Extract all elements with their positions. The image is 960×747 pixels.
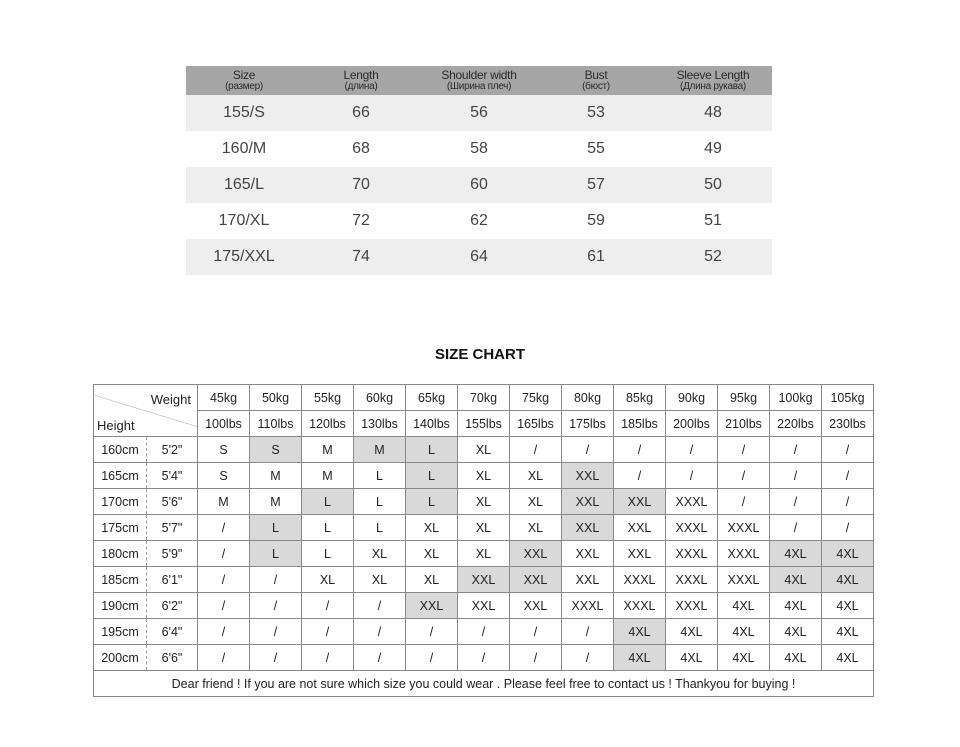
size-cell: 4XL [770,593,822,619]
size-cell: / [354,619,406,645]
size-cell: M [250,463,302,489]
height-ft-cell: 5'6" [147,489,198,515]
size-cell: / [250,645,302,671]
size-cell: XXL [510,567,562,593]
size-cell: / [198,619,250,645]
size-cell: XXL [614,541,666,567]
size-cell: XXL [510,593,562,619]
weight-kg-row [94,385,874,411]
size-table-cell: 57 [587,176,605,193]
size-table-cell: 165/L [223,176,265,193]
size-cell: XL [458,463,510,489]
size-cell: / [562,437,614,463]
weight-lbs-cell: 175lbs [562,411,614,437]
size-cell: 4XL [822,567,874,593]
height-axis-label: Height [97,418,135,433]
size-cell: 4XL [770,645,822,671]
size-table-row [186,167,772,203]
size-cell: XXXL [562,593,614,619]
size-cell: XXL [562,541,614,567]
size-cell: / [510,619,562,645]
height-cm-cell: 195cm [94,619,147,645]
size-table-cell: 155/S [223,104,265,121]
size-table-header-cell [420,66,538,95]
size-cell: / [198,515,250,541]
size-table-row [186,239,772,275]
size-cell: / [510,645,562,671]
size-cell: XL [458,437,510,463]
size-table-cell: 50 [704,176,722,193]
size-cell: XXXL [614,593,666,619]
size-cell: 4XL [718,619,770,645]
size-table-cell: 68 [352,140,370,157]
size-cell: / [666,463,718,489]
size-cell: XXL [562,515,614,541]
height-ft-cell: 6'4" [147,619,198,645]
size-cell: XXXL [666,489,718,515]
weight-kg-cell: 95kg [718,385,770,411]
size-cell: XXXL [666,593,718,619]
header-label-en: Bust [584,68,608,82]
size-cell: / [354,593,406,619]
size-cell: XXXL [666,515,718,541]
size-cell: 4XL [770,619,822,645]
size-cell: 4XL [770,541,822,567]
size-cell: 4XL [822,645,874,671]
size-cell: XXL [562,489,614,515]
size-cell: L [354,489,406,515]
weight-kg-cell: 70kg [458,385,510,411]
weight-kg-cell: 55kg [302,385,354,411]
height-cm-cell: 180cm [94,541,147,567]
size-cell: L [406,463,458,489]
size-chart-row [94,489,874,515]
weight-lbs-cell: 230lbs [822,411,874,437]
size-chart-row [94,463,874,489]
size-cell: M [250,489,302,515]
size-cell: L [302,489,354,515]
size-cell: / [822,489,874,515]
weight-kg-cell: 60kg [354,385,406,411]
size-cell: XL [406,567,458,593]
size-cell: / [250,567,302,593]
size-cell: / [302,619,354,645]
size-chart-row [94,567,874,593]
size-cell: L [250,515,302,541]
size-cell: XXL [562,567,614,593]
size-cell: 4XL [822,593,874,619]
size-cell: / [822,515,874,541]
height-ft-cell: 6'6" [147,645,198,671]
size-cell: / [718,437,770,463]
size-cell: XXL [614,489,666,515]
size-cell: / [770,489,822,515]
size-table-cell: 60 [470,176,488,193]
size-cell: XL [510,463,562,489]
header-label-en: Length [343,68,379,82]
size-cell: XL [406,515,458,541]
size-cell: / [718,489,770,515]
size-cell: 4XL [718,645,770,671]
size-cell: / [614,463,666,489]
corner-header [94,385,198,437]
size-chart-title: SIZE CHART [435,346,525,363]
height-ft-cell: 5'9" [147,541,198,567]
size-cell: XL [302,567,354,593]
size-cell: XL [510,515,562,541]
size-table-cell: 59 [587,212,605,229]
size-cell: / [510,437,562,463]
size-cell: 4XL [614,645,666,671]
size-cell: / [458,619,510,645]
size-cell: XL [354,541,406,567]
size-table-header-cell [654,66,772,95]
size-cell: / [406,645,458,671]
size-table-row [186,203,772,239]
footer-row [94,671,874,697]
size-cell: L [354,515,406,541]
header-label-en: Size [232,68,256,82]
size-cell: XL [354,567,406,593]
size-cell: XL [510,489,562,515]
size-table-cell: 160/M [221,140,267,157]
size-table-cell: 62 [470,212,488,229]
weight-lbs-cell: 120lbs [302,411,354,437]
size-cell: L [354,463,406,489]
weight-kg-cell: 50kg [250,385,302,411]
size-cell: 4XL [666,645,718,671]
size-cell: M [198,489,250,515]
size-cell: XXL [562,463,614,489]
size-table-cell: 64 [470,248,488,265]
height-cm-cell: 190cm [94,593,147,619]
size-table-row [186,131,772,167]
height-ft-cell: 5'4" [147,463,198,489]
size-cell: / [406,619,458,645]
size-cell: / [770,515,822,541]
height-ft-cell: 6'2" [147,593,198,619]
size-cell: / [458,645,510,671]
size-cell: / [562,619,614,645]
weight-kg-cell: 65kg [406,385,458,411]
size-cell: XXXL [718,515,770,541]
size-cell: XXL [614,515,666,541]
size-cell: XXXL [718,567,770,593]
size-chart-row [94,619,874,645]
weight-kg-cell: 45kg [198,385,250,411]
height-cm-cell: 170cm [94,489,147,515]
size-cell: XL [406,541,458,567]
weight-lbs-cell: 100lbs [198,411,250,437]
size-table-cell: 66 [352,104,370,121]
size-cell: XXL [458,593,510,619]
height-cm-cell: 165cm [94,463,147,489]
header-label-ru: (бюст) [582,81,610,92]
size-cell: / [822,437,874,463]
footer-message: Dear friend ! If you are not sure which size you could wear . Please feel free to contact us ! Thankyou for buying ! [94,671,874,697]
size-cell: 4XL [614,619,666,645]
height-cm-cell: 200cm [94,645,147,671]
header-label-ru: (размер) [225,81,263,92]
weight-axis-label: Weight [150,392,191,407]
size-cell: / [770,437,822,463]
weight-lbs-cell: 130lbs [354,411,406,437]
size-cell: / [198,567,250,593]
size-cell: / [822,463,874,489]
header-label-en: Shoulder width [441,68,517,82]
size-cell: / [666,437,718,463]
size-table-cell: 61 [587,248,605,265]
header-label-en: Sleeve Length [676,68,750,82]
weight-lbs-cell: 200lbs [666,411,718,437]
size-table-cell: 72 [352,212,370,229]
size-cell: M [354,437,406,463]
size-cell: / [250,593,302,619]
header-label-ru: (Ширина плеч) [446,81,512,92]
weight-kg-cell: 100kg [770,385,822,411]
size-cell: L [250,541,302,567]
size-table-cell: 48 [704,104,722,121]
size-cell: S [198,437,250,463]
size-cell: / [562,645,614,671]
size-cell: XXL [510,541,562,567]
weight-lbs-row [94,411,874,437]
size-cell: L [302,541,354,567]
size-cell: / [302,593,354,619]
size-cell: / [614,437,666,463]
size-cell: XL [458,541,510,567]
height-ft-cell: 5'7" [147,515,198,541]
size-cell: / [250,619,302,645]
size-cell: M [302,437,354,463]
size-cell: / [354,645,406,671]
size-chart-grid [93,384,874,697]
size-chart-row [94,593,874,619]
size-table-cell: 74 [352,248,370,265]
size-chart-row [94,437,874,463]
size-cell: XXL [458,567,510,593]
height-ft-cell: 6'1" [147,567,198,593]
size-table-row [186,95,772,131]
weight-kg-cell: 105kg [822,385,874,411]
weight-lbs-cell: 185lbs [614,411,666,437]
size-chart-row [94,515,874,541]
size-cell: XXL [406,593,458,619]
weight-lbs-cell: 155lbs [458,411,510,437]
weight-kg-cell: 85kg [614,385,666,411]
size-cell: 4XL [770,567,822,593]
weight-lbs-cell: 165lbs [510,411,562,437]
size-table-header-cell [538,66,654,95]
weight-lbs-cell: 220lbs [770,411,822,437]
size-table-cell: 53 [587,104,605,121]
size-cell: XL [458,489,510,515]
header-label-ru: (длина) [344,81,378,92]
size-table-header-cell [186,66,302,95]
height-cm-cell: 160cm [94,437,147,463]
size-cell: L [406,489,458,515]
size-chart-row [94,645,874,671]
size-table-header-row [186,66,772,95]
size-cell: / [198,541,250,567]
weight-lbs-cell: 110lbs [250,411,302,437]
size-cell: / [302,645,354,671]
size-cell: L [406,437,458,463]
size-cell: 4XL [718,593,770,619]
size-cell: / [770,463,822,489]
size-cell: XXXL [614,567,666,593]
size-table-cell: 170/XL [218,212,270,229]
weight-kg-cell: 80kg [562,385,614,411]
size-cell: XXXL [666,541,718,567]
size-cell: 4XL [822,619,874,645]
size-cell: 4XL [666,619,718,645]
size-cell: / [198,645,250,671]
size-measurement-table [186,66,772,275]
size-cell: S [250,437,302,463]
weight-lbs-cell: 140lbs [406,411,458,437]
weight-kg-cell: 90kg [666,385,718,411]
size-chart-row [94,541,874,567]
size-table-cell: 52 [704,248,722,265]
size-table-cell: 175/XXL [213,248,275,265]
size-table-cell: 55 [587,140,605,157]
size-cell: 4XL [822,541,874,567]
size-cell: XXXL [718,541,770,567]
size-cell: XL [458,515,510,541]
size-cell: XXXL [666,567,718,593]
size-cell: L [302,515,354,541]
height-cm-cell: 185cm [94,567,147,593]
size-table-header-cell [302,66,420,95]
height-cm-cell: 175cm [94,515,147,541]
size-table-cell: 56 [470,104,488,121]
size-table-cell: 70 [352,176,370,193]
header-label-ru: (Длина рукава) [680,81,746,92]
size-cell: M [302,463,354,489]
weight-lbs-cell: 210lbs [718,411,770,437]
size-cell: S [198,463,250,489]
size-cell: / [718,463,770,489]
weight-kg-cell: 75kg [510,385,562,411]
size-table-cell: 58 [470,140,488,157]
height-ft-cell: 5'2" [147,437,198,463]
size-table-cell: 49 [704,140,722,157]
size-cell: / [198,593,250,619]
size-table-cell: 51 [704,212,722,229]
